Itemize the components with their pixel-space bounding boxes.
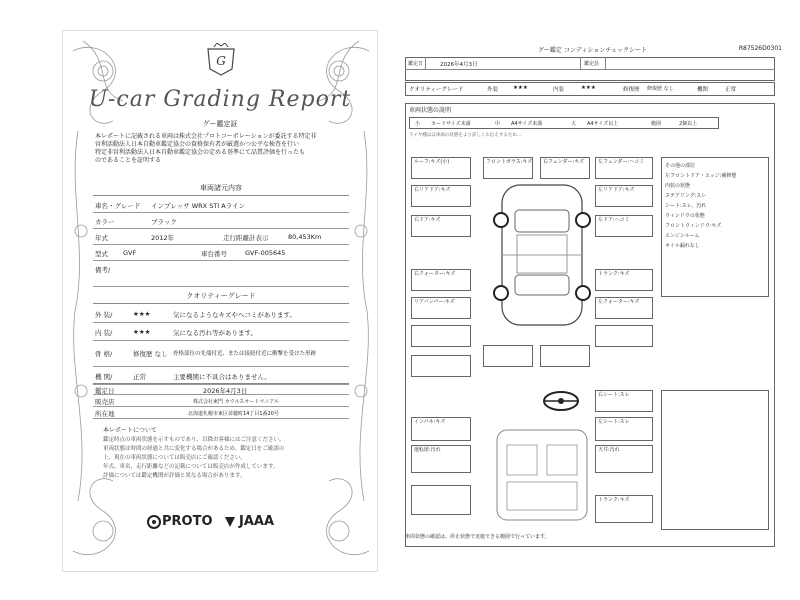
steering-wheel-icon (541, 390, 581, 412)
state-header: 車両状態の説明 (409, 107, 452, 114)
type-value: GVF (123, 249, 137, 257)
quality-section-title: クオリティーグレード (93, 291, 349, 304)
grading-report-page: G U-car Grading Report グー鑑定証 本レポートに記載される車両は株式会社プロトコーポレーションが委託する特定非 営利活動法人日本自動車鑑定協会の資格保有者が厳選かつ公平な検査を行い 特定非営利活動法人日本自動車鑑定協会の定める基準にて品質評価を行ったも のであることを証明する 車両諸元内容 車名・グレード インプレッサ WRX STI Aライン カラー ブラック 年式 2012年 走行距離計表示 80,453Km 型式 GVF 車台番号 GVF-005645 備考/ クオリティーグレード 外 装/ ★★★ 気になるようなキズやへコミがあります。 内 装/ ★★★ 気になる汚れ等があります。 骨 格/ 修復歴 なし 骨格部位の先端付近、または接続付近に衝撃を受けた形跡 機 関/ 正常 主要機関に不具合はありません。 鑑定日 2026年4月3日 販売店 株式会社東門 カウルスオートマニアル 所在地 北海道札幌市東区苗穂町14丁目1番20号 本レポートについて 鑑定時点の車両状態を示すものであり、以降お客様にはご注意ください。 車両状態は時間の経過と共に変化する場合があるため、鑑定日をご確認の 上、現在の車両状態については販売店にご確認ください。 年式、車名、走行距離などの記載については販売店が作成しています。 評価については鑑定機関が評価と異なる場合があります。 PROTO JAAA (62, 30, 378, 572)
crest-logo (204, 43, 238, 77)
damage-box (540, 345, 590, 367)
damage-box: 右リアドア:キズ (411, 185, 471, 207)
jaaa-logo-icon (223, 515, 237, 529)
condition-check-sheet: グー鑑定 コンディションチェックシート R87526D0301 鑑定日 2026年4月3日 鑑定員 クオリティーグレード 外装 ★★★ 内装 ★★★ 修復歴 修復歴 なし 機関 正常 車両状態の説明 小 カードサイズ未満 中 A4サイズ未満 大 A4サイズ以上 範囲 2個以上 ライヤ種はは車両の状態をより詳しくお伝えするため… ルーフ:キズ(小) フロントガラス:キズ 右フェンダー:キズ 左フェンダー:ヘコミ 右リアドア:キズ 左リアドア:キズ 右ドア:キズ 左ドア:ヘコミ 右クォーター:キズ トランク:キズ リアバンパー:キズ 左クォーター:キズ その他の部位 左フロントドア・エッジ:補修歴 内装の状態 ステアリング:スレ シート:スレ、汚れ ウィンドウの状態 フロントウィンドウ:キズ エンジンルーム オイル漏れなし インパネ:キズ 右シート:スレ 左シート:スレ 運転席:汚れ 天井:汚れ トランク:キズ 車両状態の確認は、停止状態で実施できる範囲で行っています。 (395, 45, 790, 545)
proto-logo-text: PROTO (162, 514, 213, 529)
year-value: 2012年 (151, 234, 175, 242)
damage-box: リアバンパー:キズ (411, 297, 471, 319)
notes-title: 本レポートについて (103, 427, 157, 434)
quality-exterior-row: 外 装/ ★★★ 気になるようなキズやへコミがあります。 (93, 305, 349, 323)
svg-text:G: G (216, 54, 226, 68)
damage-box: フロントガラス:キズ (483, 157, 533, 179)
interior-box: トランク:キズ (595, 495, 653, 523)
quality-engine-row: 機 関/ 正常 主要機関に不具合はありません。 (93, 367, 349, 385)
proto-logo-icon (147, 515, 161, 529)
interior-box: 運転席:汚れ (411, 445, 471, 473)
color-value: ブラック (151, 218, 177, 226)
shop-row: 販売店 株式会社東門 カウルスオートマニアル (93, 395, 349, 407)
shop-value: 株式会社東門 カウルスオートマニアル (193, 399, 280, 405)
frame-status: 修復歴 なし (133, 350, 168, 358)
document-id: R87526D0301 (738, 45, 782, 52)
damage-box: ルーフ:キズ(小) (411, 157, 471, 179)
damage-box: 左フェンダー:ヘコミ (595, 157, 653, 179)
sheet-engine-status: 正常 (725, 87, 737, 93)
quality-interior-row: 内 装/ ★★★ 気になる汚れ等があります。 (93, 323, 349, 341)
address-row: 所在地 北海道札幌市東区苗穂町14丁目1番20号 (93, 407, 349, 419)
interior-box: 左シート:スレ (595, 417, 653, 441)
damage-box: トランク:キズ (595, 269, 653, 291)
model-value: インプレッサ WRX STI Aライン (151, 202, 246, 210)
chassis-value: GVF-005645 (245, 249, 286, 257)
damage-box: 右クォーター:キズ (411, 269, 471, 291)
damage-box (411, 355, 471, 377)
engine-status: 正常 (133, 373, 146, 381)
year-row: 年式 2012年 走行距離計表示 80,453Km (93, 229, 349, 245)
address-value: 北海道札幌市東区苗穂町14丁目1番20号 (188, 411, 279, 417)
car-interior-diagram (477, 420, 607, 530)
interior-box: インパネ:キズ (411, 417, 471, 441)
car-top-view-diagram (477, 175, 607, 335)
sheet-date: 2026年4月3日 (440, 62, 478, 68)
sheet-ext-stars: ★★★ (513, 85, 528, 91)
sheet-int-stars: ★★★ (581, 85, 596, 91)
color-row: カラー ブラック (93, 213, 349, 229)
damage-box: 左クォーター:キズ (595, 297, 653, 319)
interior-notes-panel (661, 390, 769, 530)
report-title: U-car Grading Report (88, 87, 352, 112)
damage-box (483, 345, 533, 367)
damage-box: 左リアドア:キズ (595, 185, 653, 207)
sheet-footer: 車両状態の確認は、停止状態で実施できる範囲で行っています。 (405, 534, 550, 540)
damage-box: 左ドア:ヘコミ (595, 215, 653, 237)
sheet-frame-status: 修復歴 なし (647, 86, 674, 92)
damage-box (411, 325, 471, 347)
report-subtitle: グー鑑定証 (202, 120, 238, 128)
interior-box (411, 485, 471, 515)
sheet-title: グー鑑定 コンディションチェックシート (537, 47, 648, 54)
quality-frame-row: 骨 格/ 修復歴 なし 骨格部位の先端付近、または接続付近に衝撃を受けた形跡 (93, 341, 349, 367)
interior-box: 天井:汚れ (595, 445, 653, 473)
interior-stars: ★★★ (133, 328, 151, 336)
type-row: 型式 GVF 車台番号 GVF-005645 (93, 245, 349, 261)
vehicle-section-title: 車両諸元内容 (93, 183, 349, 196)
damage-box (595, 325, 653, 347)
damage-box: 右ドア:キズ (411, 215, 471, 237)
mileage-value: 80,453Km (288, 233, 322, 241)
damage-box: 右フェンダー:キズ (540, 157, 590, 179)
exterior-stars: ★★★ (133, 310, 151, 318)
grading-date: 2026年4月3日 (203, 387, 248, 395)
intro-text: 本レポートに記載される車両は株式会社プロトコーポレーションが委託する特定非 営利活動法人日本自動車鑑定協会の資格保有者が厳選かつ公平な検査を行い 特定非営利活動法人日本自動車鑑定協会の定める基準にて品質評価を行ったも のであることを証明する (95, 133, 317, 164)
model-row: 車名・グレード インプレッサ WRX STI Aライン (93, 197, 349, 213)
other-notes-list: その他の部位 左フロントドア・エッジ:補修歴 内装の状態 ステアリング:スレ シート:スレ、汚れ ウィンドウの状態 フロントウィンドウ:キズ エンジンルーム オイル漏れなし (665, 163, 737, 249)
remarks-row: 備考/ (93, 261, 349, 287)
interior-box: 右シート:スレ (595, 390, 653, 412)
jaaa-logo-text: JAAA (239, 514, 275, 529)
date-row: 鑑定日 2026年4月3日 (93, 383, 349, 395)
